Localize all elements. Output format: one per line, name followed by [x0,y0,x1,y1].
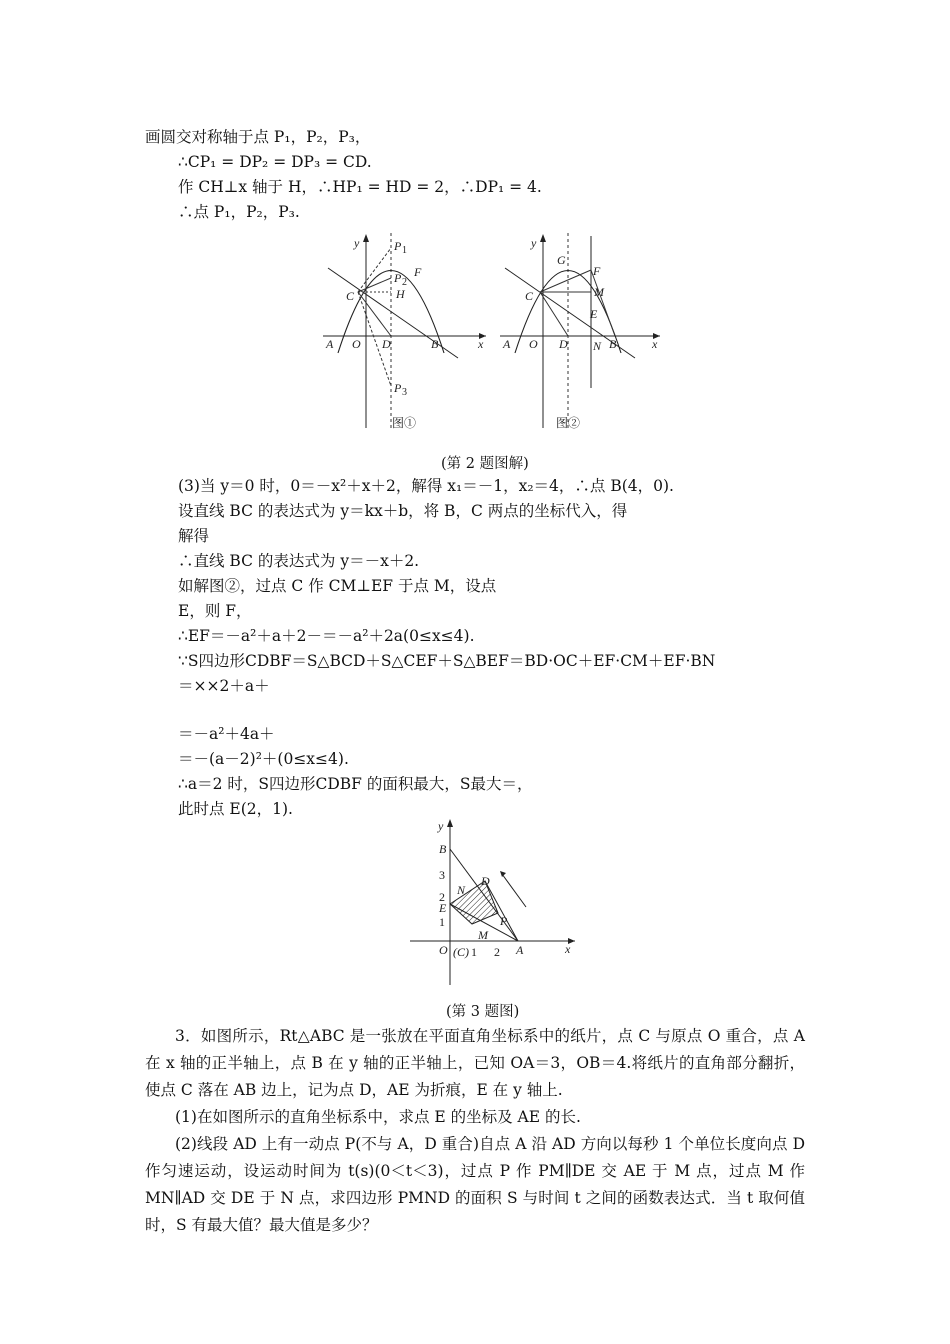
problem-3-statement: 3．如图所示，Rt△ABC 是一张放在平面直角坐标系中的纸片，点 C 与原点 O 重合，点 A 在 x 轴的正半轴上，点 B 在 y 轴的正半轴上，已知 OA＝3，OB＝4.将纸片的直角部分翻折，使点 C 落在 AB 边上，记为点 D，AE 为折痕，E 在 y 轴上. [145,1027,805,1099]
figure-2-caption: 图② [556,416,581,430]
label-D: D [382,337,391,351]
text-line: ＝－(a－2)²＋(0≤x≤4). [178,750,349,768]
label-y: y [531,236,537,250]
label-A: A [516,943,524,957]
text-line: ＝－a²＋4a＋ [178,725,275,743]
figure-2 [495,228,667,438]
tick-y-2: 2 [439,890,445,904]
label-G: G [557,253,566,267]
label-H: H [396,287,405,301]
label-P1: P [394,239,402,253]
text-line: ∴直线 BC 的表达式为 y＝－x＋2. [178,552,420,570]
label-x: x [565,942,571,956]
label-P3-sub: 3 [402,387,407,398]
label-O: O [529,337,538,351]
label-N: N [457,883,466,897]
tick-x-1: 1 [471,945,477,959]
label-A: A [503,337,511,351]
text-line: ∴EF＝－a²＋a＋2－＝－a²＋2a(0≤x≤4). [178,627,475,645]
label-P2: P [394,271,402,285]
tick-y-3: 3 [439,868,445,882]
label-C: (C) [453,945,469,959]
text-line: (3)当 y＝0 时，0＝－x²＋x＋2，解得 x₁＝－1，x₂＝4，∴点 B(4，0). [178,477,674,495]
label-P3: P [394,381,402,395]
label-D: D [559,337,568,351]
caption-q3: (第 3 题图) [446,1004,520,1020]
label-M: M [594,285,604,299]
problem-3-part-2: (2)线段 AD 上有一动点 P(不与 A，D 重合)自点 A 沿 AD 方向以每秒 1 个单位长度向点 D 作匀速运动，设运动时间为 t(s)(0＜t＜3)，过点 P 作 PM∥DE 交 AE 于 M 点，过点 M 作 MN∥AD 交 DE 于 N 点，求四边形 PMND 的面积 S 与时间 t 之间的函数表达式．当 t 取何值时，S 有最大值？最大值是多少？ [145,1135,805,1234]
label-F: F [593,264,601,278]
label-P: P [500,914,508,928]
caption-q2: (第 2 题图解) [441,456,529,472]
label-D: D [481,874,490,888]
label-O: O [439,943,448,957]
label-E: E [590,307,598,321]
figure-1 [318,228,490,438]
text-line: ∴CP₁ = DP₂ = DP₃ = CD. [178,153,372,171]
text-line: 如解图②，过点 C 作 CM⊥EF 于点 M，设点 [178,577,497,595]
label-E: E [439,901,447,915]
label-y: y [354,236,360,250]
text-line: 此时点 E(2，1). [178,800,293,818]
label-x: x [652,337,658,351]
text-line: ∴a＝2 时，S四边形CDBF 的面积最大，S最大＝， [178,775,533,793]
label-P1-sub: 1 [402,245,407,256]
text-line: 解得 [178,527,210,545]
text-line: ＝××2＋a＋ [178,677,270,695]
label-O: O [352,337,361,351]
label-B: B [431,337,439,351]
label-y: y [438,819,444,833]
text-line: 设直线 BC 的表达式为 y＝kx＋b，将 B，C 两点的坐标代入，得 [178,502,628,520]
tick-x-2: 2 [494,945,500,959]
text-line: 作 CH⊥x 轴于 H，∴HP₁ = HD = 2，∴DP₁ = 4. [178,178,542,196]
label-A: A [326,337,334,351]
text-line: 画圆交对称轴于点 P₁，P₂，P₃， [145,128,371,146]
figure-1-caption: 图① [392,416,417,430]
text-line: E，则 F， [178,602,252,620]
label-N: N [593,339,602,353]
label-C: C [525,289,534,303]
label-F: F [414,265,422,279]
text-line: ∵S四边形CDBF＝S△BCD＋S△CEF＋S△BEF＝BD·OC＋EF·CM＋EF·BN [178,652,716,670]
figure-3 [405,815,580,990]
label-P2-sub: 2 [402,277,407,288]
text-line: ∴点 P₁，P₂，P₃. [178,203,300,221]
label-C: C [346,289,355,303]
problem-3-part-1: (1)在如图所示的直角坐标系中，求点 E 的坐标及 AE 的长. [175,1108,581,1126]
label-B: B [439,842,447,856]
label-M: M [478,928,488,942]
label-B: B [609,337,617,351]
label-x: x [478,337,484,351]
tick-y-1: 1 [439,915,445,929]
